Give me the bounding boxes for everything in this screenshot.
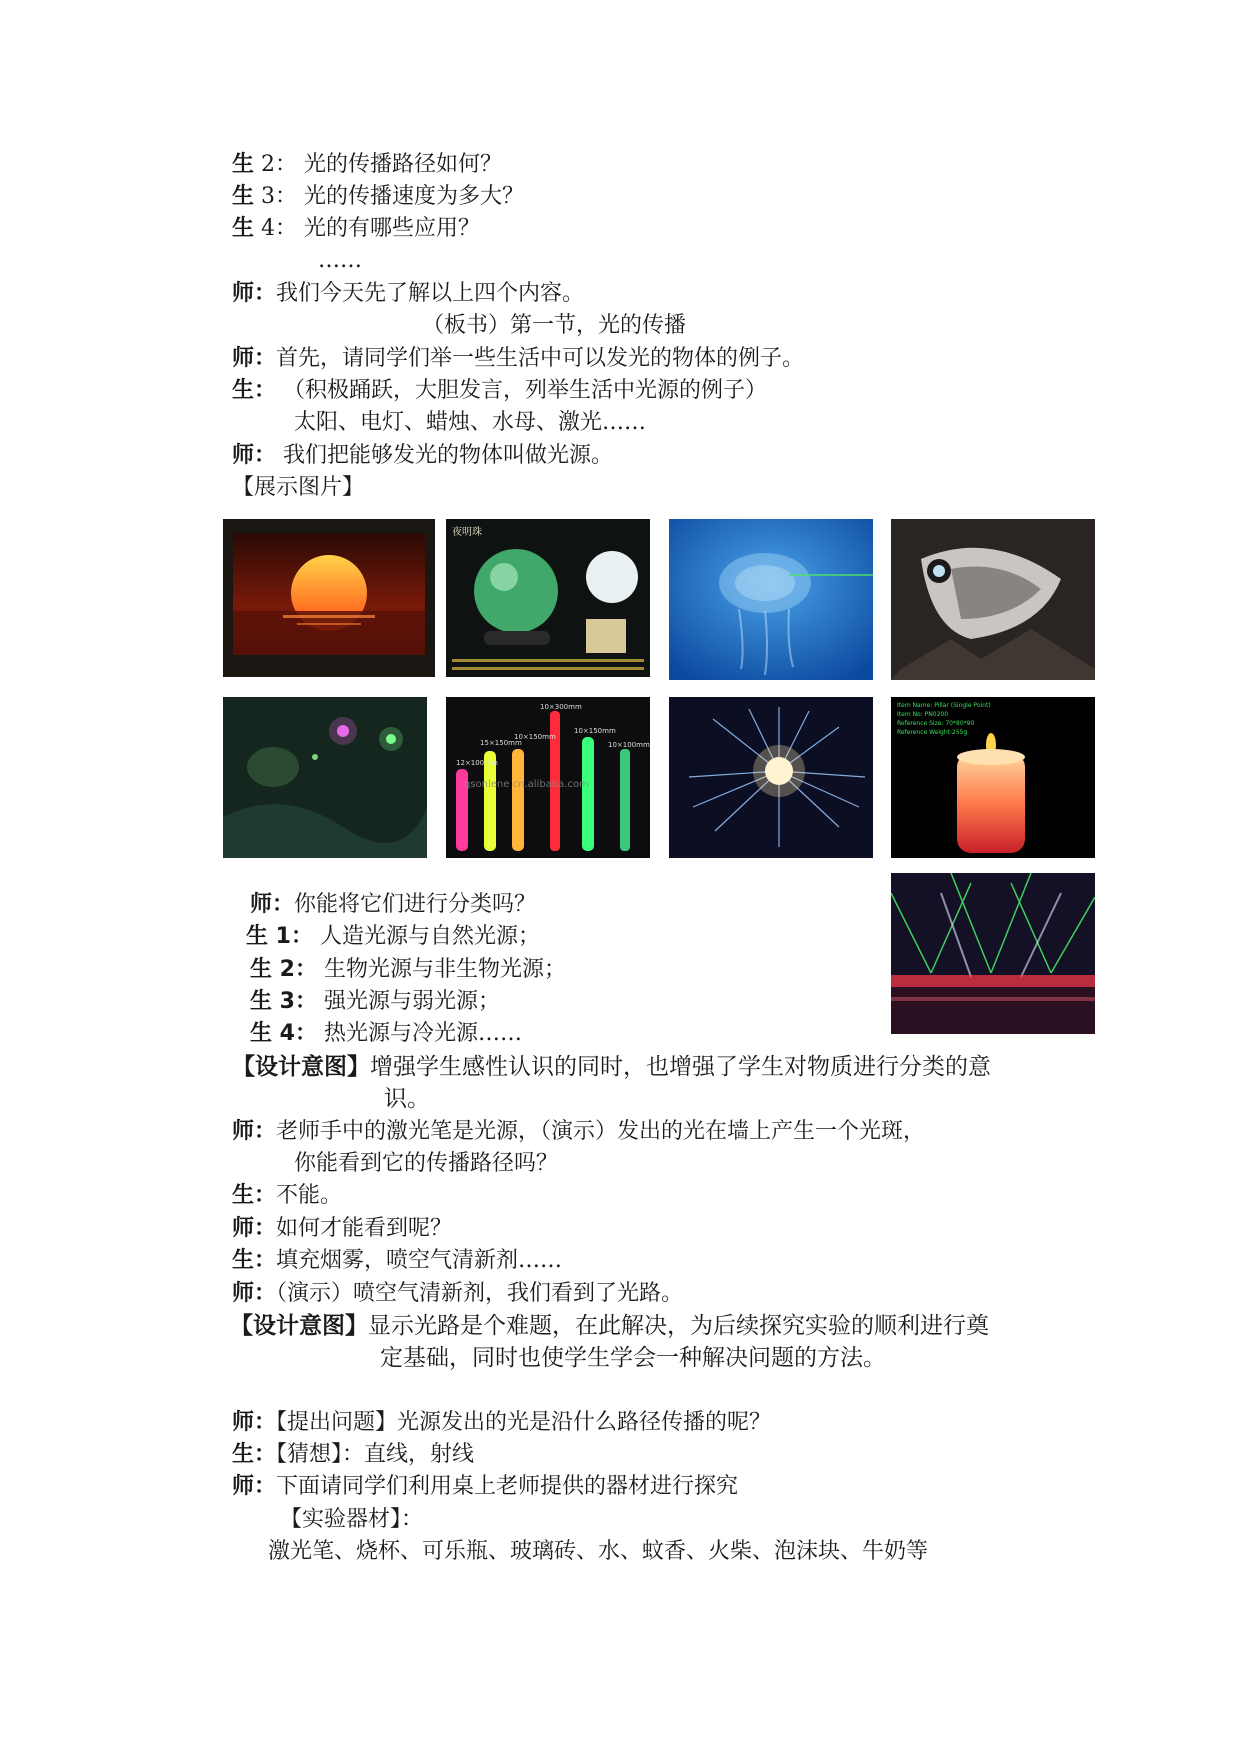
- design-intent-1-cont: 识。: [384, 1086, 430, 1112]
- line-text: 【猜想】：直线，射线: [276, 1442, 475, 1467]
- line-text: 如何才能看到呢？: [276, 1216, 453, 1241]
- glowsticks-image: [446, 697, 650, 858]
- show-pictures-heading: 【展示图片】: [232, 475, 365, 500]
- speaker: 生 3：: [250, 989, 317, 1014]
- design-intent-1: [232, 1052, 991, 1082]
- line-text: 首先，请同学们举一些生活中可以发光的物体的例子。: [276, 346, 805, 371]
- answer-2: [250, 955, 566, 985]
- glowstick-label: 10×100mm: [608, 741, 650, 749]
- line-text: 热光源与冷光源……: [316, 1021, 522, 1046]
- ellipsis: ……: [318, 248, 362, 273]
- line-text: 不能。: [276, 1183, 343, 1208]
- materials-heading: 【实验器材】：: [280, 1507, 424, 1532]
- line-text: 2： 光的传播路径如何？: [254, 152, 502, 177]
- speaker: 师：: [232, 443, 277, 468]
- sunset-image: [223, 519, 435, 677]
- line-text: 老师手中的激光笔是光源，（演示）发出的光在墙上产生一个光斑，: [276, 1119, 926, 1144]
- fireflies-photo: [223, 697, 427, 858]
- speaker: 师：: [232, 1119, 277, 1144]
- line-teacher-4: [250, 890, 536, 920]
- line-text: 4： 光的有哪些应用？: [254, 216, 480, 241]
- deep-sea-fish-photo: [891, 519, 1095, 680]
- line-student-4: [232, 214, 480, 244]
- sunset-photo: [223, 519, 435, 677]
- line-text: 【提出问题】光源发出的光是沿什么路径传播的呢？: [276, 1410, 772, 1435]
- speaker: 师：: [250, 892, 295, 917]
- speaker: 生：: [232, 1183, 277, 1208]
- glowstick-label: 15×150mm: [480, 739, 522, 747]
- line-text: 强光源与弱光源；: [316, 989, 500, 1014]
- answer-1: [246, 922, 540, 952]
- jellyfish-photo: [669, 519, 873, 680]
- laser-show-photo: [891, 873, 1095, 1034]
- candle-info-line: Item Name: Pillar (Single Point): [897, 702, 991, 709]
- line-text: 3： 光的传播速度为多大？: [254, 184, 524, 209]
- line-student-8: [232, 1440, 474, 1470]
- design-intent-2: [230, 1311, 989, 1341]
- speaker: 师：: [232, 1281, 277, 1306]
- speaker: 生：: [232, 1442, 277, 1467]
- candle-info-line: Reference Weight:255g: [897, 729, 968, 736]
- line-teacher-3: [232, 441, 613, 471]
- line-teacher-5: [232, 1117, 925, 1147]
- speaker: 生：: [232, 378, 277, 403]
- line-text: 填充烟雾，喷空气清新剂……: [276, 1248, 563, 1273]
- light-source-examples: 太阳、电灯、蜡烛、水母、激光……: [294, 410, 647, 435]
- glowsticks-photo: [446, 697, 650, 858]
- speaker: 生 4：: [250, 1021, 317, 1046]
- speaker: 生: [232, 216, 255, 241]
- line-text: 下面请同学们利用桌上老师提供的器材进行探究: [276, 1474, 739, 1499]
- line-student-5: [232, 376, 767, 406]
- crystal-ball-photo: [446, 519, 650, 677]
- fireflies-image: [223, 697, 427, 858]
- glowstick-label: 10×150mm: [514, 733, 556, 741]
- line-student-7: [232, 1246, 562, 1276]
- line-text: 我们把能够发光的物体叫做光源。: [276, 443, 614, 468]
- line-teacher-6: [232, 1214, 452, 1244]
- line-teacher-2: [232, 344, 804, 374]
- line-teacher-5-cont: 你能看到它的传播路径吗？: [294, 1151, 559, 1176]
- line-text: 你能将它们进行分类吗？: [294, 892, 537, 917]
- answer-4: [250, 1019, 522, 1049]
- candle-photo: [891, 697, 1095, 858]
- speaker: 师：: [232, 1216, 277, 1241]
- fireworks-photo: [669, 697, 873, 858]
- speaker: 生: [232, 152, 255, 177]
- deep-sea-fish-image: [891, 519, 1095, 680]
- speaker: 生 2：: [250, 957, 317, 982]
- materials-list: 激光笔、烧杯、可乐瓶、玻璃砖、水、蚊香、火柴、泡沫块、牛奶等: [268, 1539, 929, 1564]
- candle-info-line: Item No: PN0200: [897, 711, 949, 718]
- line-text: 人造光源与自然光源；: [312, 924, 540, 949]
- glowstick-label: 10×150mm: [574, 727, 616, 735]
- line-teacher-1: [232, 279, 584, 309]
- line-text: 我们今天先了解以上四个内容。: [276, 281, 585, 306]
- design-intent-label: 【设计意图】: [230, 1313, 368, 1339]
- design-intent-label: 【设计意图】: [232, 1054, 370, 1080]
- line-teacher-9: [232, 1472, 738, 1502]
- crystal-ball-image: [446, 519, 650, 677]
- speaker: 生 1：: [246, 924, 313, 949]
- line-text: （演示）喷空气清新剂，我们看到了光路。: [276, 1281, 684, 1306]
- design-intent-text: 显示光路是个难题，在此解决，为后续探究实验的顺利进行奠: [368, 1313, 989, 1339]
- line-teacher-8: [232, 1408, 771, 1438]
- speaker: 师：: [232, 1474, 277, 1499]
- design-intent-text: 增强学生感性认识的同时，也增强了学生对物质进行分类的意: [370, 1054, 991, 1080]
- candle-info-line: Reference Size: 70*80*90: [897, 720, 975, 727]
- answer-3: [250, 987, 500, 1017]
- line-student-6: [232, 1181, 342, 1211]
- fireworks-image: [669, 697, 873, 858]
- line-student-3: [232, 182, 524, 212]
- speaker: 师：: [232, 1410, 277, 1435]
- speaker: 生：: [232, 1248, 277, 1273]
- laser-show-image: [891, 873, 1095, 1034]
- design-intent-2-cont: 定基础，同时也使学生学会一种解决问题的方法。: [380, 1345, 886, 1371]
- crystal-title: 夜明珠: [452, 527, 482, 538]
- board-title: （板书）第一节，光的传播: [422, 313, 687, 338]
- jellyfish-image: [669, 519, 873, 680]
- glowstick-watermark: qsonlene cn.alibaba.com: [464, 779, 589, 790]
- line-text: （积极踊跃，大胆发言，列举生活中光源的例子）: [276, 378, 768, 403]
- glowstick-label: 10×300mm: [540, 703, 582, 711]
- line-teacher-7: [232, 1279, 683, 1309]
- speaker: 师：: [232, 281, 277, 306]
- glowstick-label: 12×100mm: [456, 759, 498, 767]
- speaker: 生: [232, 184, 255, 209]
- speaker: 师：: [232, 346, 277, 371]
- line-text: 生物光源与非生物光源；: [316, 957, 566, 982]
- candle-info: [897, 701, 991, 737]
- line-student-2: [232, 150, 502, 180]
